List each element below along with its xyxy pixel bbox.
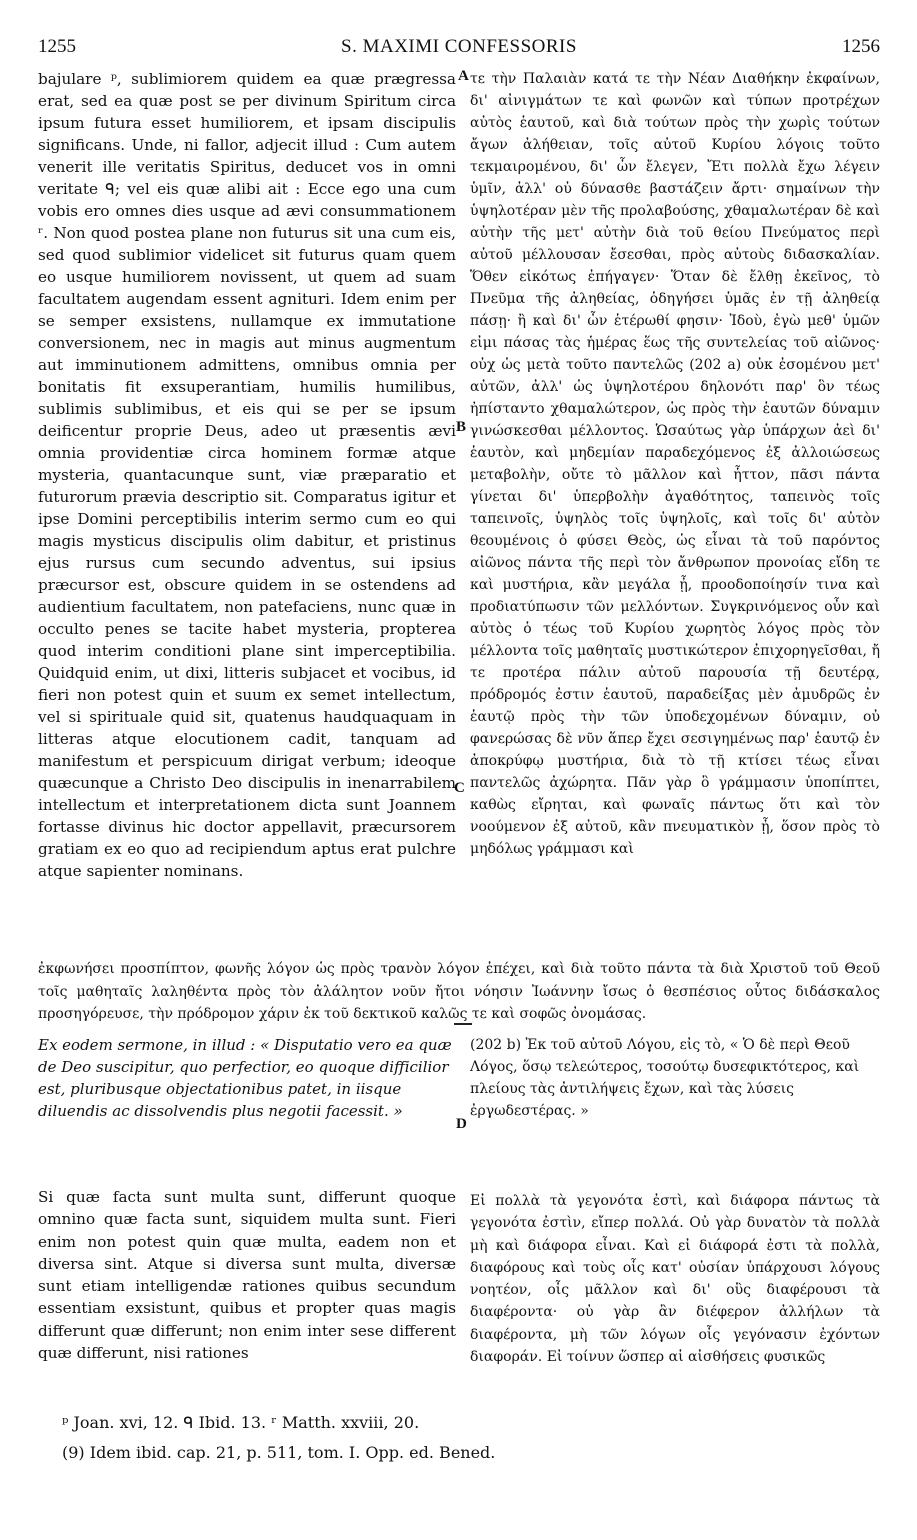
greek-section-heading (470, 1034, 880, 1122)
latin-column-top (38, 68, 456, 882)
latin-heading-text: Ex eodem sermone, in illud : « Disputatio vero ea quæ de Deo suscipitur, quo perfectior, eo quoque difficilior est, pluribusque objectationibus patet, in iisque diluendis ac dissolvendis plus negotii facessit. » (38, 1036, 452, 1120)
latin-text-bottom: Si quæ facta sunt multa sunt, differunt quoque omnino quæ facta sunt, siquidem multa sunt. Fieri enim non potest quin quæ multa, eadem non et diversa sint. Atque si diversa sunt multa, diversæ sunt etiam intelligendæ rationes quibus secundum essentiam exsistunt, quibus et propter quas magis differunt quæ differunt; non enim inter sese different quæ differunt, nisi rationes (38, 1188, 456, 1363)
page-header (38, 36, 880, 64)
greek-column-bottom (470, 1190, 880, 1368)
footnote-line-1: ᵖ Joan. xvi, 12. ᑫ Ibid. 13. ʳ Matth. xxviii, 20. (62, 1413, 420, 1432)
margin-marker-c: C (454, 780, 465, 796)
greek-text-top: τε τὴν Παλαιὰν κατά τε τὴν Νέαν Διαθήκην ἐκφαίνων, δι' αἰνιγμάτων τε καὶ φωνῶν καὶ τύπων προτρέχων αὐτὸς ἑαυτοῦ, καὶ διὰ τούτων πρὸς τὴν χωρὶς τούτων ἄγων ἀλήθειαν, τοῖς αὐτοῦ Κυρίου λόγοις τοῦτο τεκμαιρομένου, δι' ὧν ἔλεγεν, Ἔτι πολλὰ ἔχω λέγειν ὑμῖν, ἀλλ' οὐ δύνασθε βαστάζειν ἄρτι· σημαίνων τὴν ὑψηλοτέραν μὲν τῆς προλαβούσης, χθαμαλωτέραν δὲ καὶ αὐτὴν τῆς μετ' αὐτὴν διὰ τοῦ θείου Πνεύματος περὶ αὐτοῦ μέλλουσαν ἔσεσθαι, πρὸς αὐτοὺς διδασκαλίαν. Ὅθεν εἰκότως ἐπήγαγεν· Ὅταν δὲ ἔλθῃ ἐκεῖνος, τὸ Πνεῦμα τῆς ἀληθείας, ὁδηγήσει ὑμᾶς ἐν τῇ ἀληθείᾳ πάσῃ· ἢ καὶ δι' ὧν ἑτέρωθί φησιν· Ἰδοὺ, ἐγὼ μεθ' ὑμῶν εἰμι πάσας τὰς ἡμέρας ἕως τῆς συντελείας τοῦ αἰῶνος· οὐχ ὡς μετὰ τοῦτο παντελῶς (202 a) οὐκ ἐσομένου μετ' αὐτῶν, ἀλλ' ὡς ὑψηλοτέρου δηλονότι παρ' ὃν τέως ἠπίσταντο χθαμαλώτερον, ὡς πρὸς τὴν ἑαυτῶν δύναμιν γινώσκεσθαι μέλλοντος. Ὡσαύτως γὰρ ὑπάρχων ἀεὶ δι' ἑαυτὸν, καὶ μηδεμίαν παραδεχόμενος ἐξ ἀλλοιώσεως μεταβολὴν, οὔτε τὸ μᾶλλον καὶ ἧττον, πᾶσι πάντα γίνεται δι' ὑπερβολὴν ἀγαθότητος, ταπεινὸς τοῖς ταπεινοῖς, ὑψηλὸς τοῖς ὑψηλοῖς, καὶ τοῖς δι' αὐτὸν θεουμένοις ὁ φύσει Θεὸς, ὡς εἶναι τὰ τοῦ παρόντος αἰῶνος πάντα τῆς περὶ τὸν ἄνθρωπον προνοίας εἴδη τε καὶ μυστήρια, κἂν μεγάλα ᾖ, προοδοποίησίν τινα καὶ προδιατύπωσιν τῶν μελλόντων. Συγκρινόμενος οὖν καὶ αὐτὸς ὁ τέως τοῦ Κυρίου χωρητὸς λόγος πρὸς τὸν μέλλοντα τοῖς μαθηταῖς μυστικώτερον ἐπιχορηγεῖσθαι, ἤ τε προτέρα πάλιν αὐτοῦ παρουσία τῇ δευτέρᾳ, πρόδρομός ἐστιν ἑαυτοῦ, παραδείξας μὲν ἀμυδρῶς ἐν ἑαυτῷ πρὸς τὴν τῶν ὑποδεχομένων δύναμιν, οὐ φανερώσας δὲ νῦν ἅπερ ἔχει σεσιγημένως παρ' ἑαυτῷ ἐν ἀποκρύφῳ μυστήρια, διὰ τὸ τῇ κτίσει τέως εἶναι παντελῶς ἀχώρητα. Πᾶν γὰρ ὃ γράμμασιν ὑποπίπτει, καθὼς εἴρηται, καὶ φωναῖς πάντως ὅτι καὶ τὸν νοούμενον ἐξ αὐτοῦ, κἂν πνευματικὸν ᾖ, ὅσον πρὸς τὸ μηδόλως γράμμασι καὶ (470, 71, 880, 857)
section-divider (454, 1023, 472, 1025)
greek-column-top (470, 68, 880, 860)
greek-full-paragraph: ἐκφωνήσει προσπίπτον, φωνῆς λόγον ὡς πρὸς τρανὸν λόγον ἐπέχει, καὶ διὰ τοῦτο πάντα τὰ διὰ Χριστοῦ τοῦ Θεοῦ τοῖς μαθηταῖς λαληθέντα πρὸς τὸν ἀλάλητον νοῦν ἤτοι νόησιν Ἰωάννην ἴσως ὁ θεσπέσιος οὗτος διδάσκαλος προσηγόρευσε, τὴν πρόδρομον χάριν ἐκ τοῦ δεκτικοῦ καλῶς τε καὶ σοφῶς ὀνομάσας. (38, 961, 880, 1022)
footnotes (62, 1408, 662, 1468)
running-title: S. MAXIMI CONFESSORIS (341, 36, 577, 57)
latin-text-top: bajulare ᵖ, sublimiorem quidem ea quæ prægressa erat, sed ea quæ post se per divinum Spiritum circa ipsum futura esset humiliorem, et ipsam discipulis significans. Unde, ni fallor, adjecit illud : Cum autem venerit ille veritatis Spiritus, deducet vos in omni veritate ᑫ; vel eis quæ alibi ait : Ecce ego una cum vobis ero omnes dies usque ad ævi consummationem ʳ. Non quod postea plane non futurus sit una cum eis, sed quod sublimior videlicet sit futurus quam quem eo usque humiliorem novissent, ut quem ad suam facultatem augendam essent agnituri. Idem enim per se semper exsistens, nullamque ex immutatione conversionem, nec in magis aut minus augmentum aut imminutionem admittens, omnibus omnia per bonitatis fit exsuperantiam, humilis humilibus, sublimis sublimibus, et eis qui se per se ipsum deificentur proprie Deus, adeo ut præsentis ævi omnia providentiæ circa hominem formæ atque mysteria, quantacunque sunt, viæ præparatio et futurorum prævia descriptio sit. Comparatus igitur et ipse Domini perceptibilis interim sermo cum eo qui magis mysticus discipulis olim dabitur, et pristinus ejus rursus cum secundo adventus, sui ipsius præcursor est, obscure quidem in se ostendens ad audientium facultatem, non patefaciens, nunc quæ in occulto penes se tacite habet mysteria, propterea quod interim conditioni plane sint imperceptibilia. Quidquid enim, ut dixi, litteris subjacet et vocibus, id fieri non potest quin et suum ex semet intellectum, vel si spirituale quid sit, quatenus haudquaquam in litteras atque elocutionem cadit, tanquam ad manifestum et perspicuum dirigat verbum; ideoque quæcunque a Christo Deo discipulis in inenarrabilem intellectum et interpretationem dicta sunt Joannem fortasse divinus hic doctor appellavit, præcursorem gratiam ex eo quo ad recipiendum aptus erat pulchre atque sapienter nominans. (38, 70, 456, 880)
greek-heading-text: (202 b) Ἐκ τοῦ αὐτοῦ Λόγου, εἰς τὸ, « Ὁ δὲ περὶ Θεοῦ Λόγος, ὅσῳ τελεώτερος, τοσούτῳ δυσεφικτότερος, καὶ πλείους τὰς ἀντιλήψεις ἔχων, καὶ τὰς λύσεις ἐργωδεστέρας. » (470, 1037, 860, 1119)
greek-text-bottom: Εἰ πολλὰ τὰ γεγονότα ἐστὶ, καὶ διάφορα πάντως τὰ γεγονότα ἐστὶν, εἴπερ πολλά. Οὐ γὰρ δυνατὸν τὰ πολλὰ μὴ καὶ διάφορα εἶναι. Καὶ εἰ διάφορά ἐστι τὰ πολλὰ, διαφόρους καὶ τοὺς οἷς κατ' οὐσίαν ὑπάρχουσι λόγους νοητέον, οἷς μᾶλλον καὶ δι' οὓς διαφέρουσι τὰ διαφέροντα· οὐ γὰρ ἂν διέφερον ἀλλήλων τὰ διαφέροντα, μὴ τῶν λόγων οἷς γεγόνασιν ἐχόντων διαφοράν. Εἰ τοίνυν ὥσπερ αἱ αἰσθήσεις φυσικῶς (470, 1193, 880, 1366)
latin-column-bottom (38, 1186, 456, 1364)
margin-marker-a: A (458, 68, 469, 84)
greek-full-width-text (38, 958, 880, 1026)
footnote-line-2: (9) Idem ibid. cap. 21, p. 511, tom. I. Opp. ed. Bened. (62, 1443, 496, 1462)
page-number-right: 1256 (842, 36, 880, 57)
latin-section-heading (38, 1034, 456, 1122)
page-number-left: 1255 (38, 36, 76, 57)
margin-marker-d: D (456, 1116, 467, 1132)
margin-marker-b: B (456, 419, 467, 435)
